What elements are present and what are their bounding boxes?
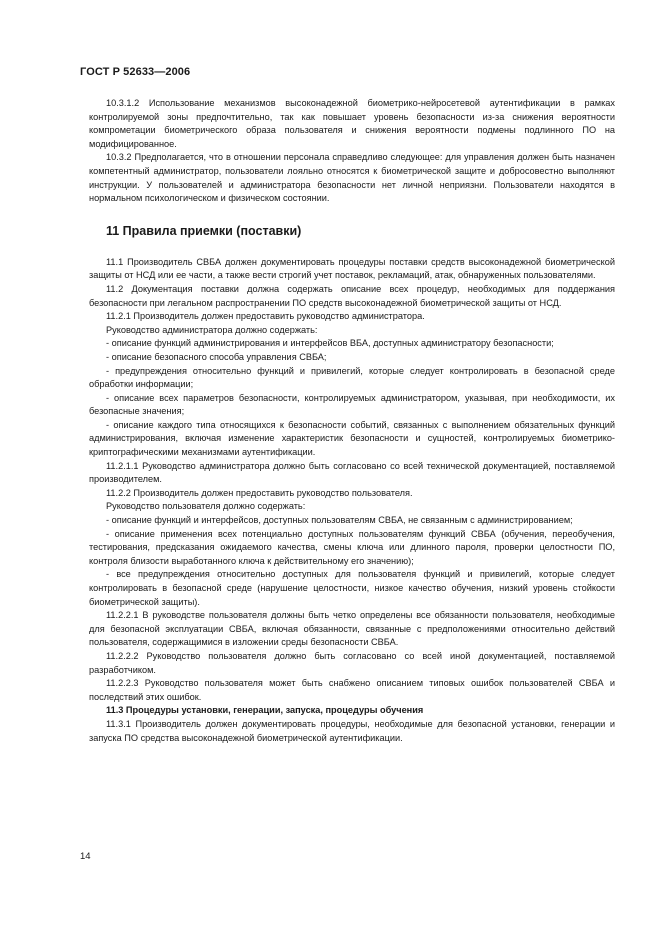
section-title: 11 Правила приемки (поставки) <box>106 223 302 238</box>
paragraph: 11.2.2.3 Руководство пользователя может быть снабжено описанием типовых ошибок пользователей СВБА и последствий этих ошибок. <box>89 678 615 702</box>
subsection-title: 11.3 Процедуры установки, генерации, запуска, процедуры обучения <box>106 705 424 716</box>
list-item: - описание безопасного способа управления СВБА; <box>106 351 327 362</box>
document-header: ГОСТ Р 52633—2006 <box>80 66 191 78</box>
paragraph: 11.2.2.2 Руководство пользователя должно быть согласовано со всей иной документацией, поставляемой разработчиком. <box>89 650 615 675</box>
paragraph: 11.2.1.1 Руководство администратора должно быть согласовано со всей технической документацией, поставляемой производителем. <box>89 460 615 485</box>
list-item: - описание всех параметров безопасности, контролируемых администратором, указывая, при необходимости, их безопасные значения; <box>89 392 615 417</box>
list-item: - все предупреждения относительно доступных для пользователя функций и привилегий, которые следует контролировать в безопасной среде (нарушение целостности, низкое качество обучения, низкий уровень стойкости биометрической защиты). <box>89 569 615 607</box>
paragraph: 10.3.1.2 Использование механизмов высоконадежной биометрико-нейросетевой аутентификации в рамках контролируемой зоны предпочтительно, так как повышает уровень безопасности из-за снижения вероятности компрометации биометрического образа пользователя и снижения вероятности подмены подлинного ПО на модифицированное. <box>89 98 615 149</box>
list-item: - описание функций и интерфейсов, доступных пользователям СВБА, не связанным с администрированием; <box>106 515 573 526</box>
list-item: - описание функций администрирования и интерфейсов ВБА, доступных администратору безопасности; <box>106 338 554 349</box>
paragraph: Руководство пользователя должно содержать: <box>106 501 306 512</box>
paragraph: 11.2 Документация поставки должна содержать описание всех процедур, необходимых для поддержания безопасности при легальном распространении ПО средств высоконадежной биометрической защиты от НСД. <box>89 283 615 308</box>
paragraph: 11.2.2 Производитель должен предоставить руководство пользователя. <box>106 487 413 498</box>
list-item: - описание применения всех потенциально доступных пользователям функций СВБА (обучения, переобучения, тестирования, предсказания ожидаемого качества, смены ключа или длинного пароля, проверки целостности ПО, контроля близости выработанного ключа к действительному его значению); <box>89 528 615 566</box>
paragraph: 10.3.2 Предполагается, что в отношении персонала справедливо следующее: для управления должен быть назначен компетентный администратор, пользователи лояльно относятся к биометрической защите и добросовестно выполняют инструкции. У пользователей и администратора безопасности нет личной неприязни. Пользователи находятся в нормальном психологическом и физическом состоянии. <box>89 152 615 204</box>
paragraph: 11.3.1 Производитель должен документировать процедуры, необходимые для безопасной установки, генерации и запуска ПО средства высоконадежной биометрической аутентификации. <box>89 718 615 743</box>
paragraph: 11.1 Производитель СВБА должен документировать процедуры поставки средств высоконадежной биометрической защиты от НСД или ее части, а также вести строгий учет поставок, рекламаций, атак, обнаруженных пользователями. <box>89 256 615 281</box>
paragraph: 11.2.1 Производитель должен предоставить руководство администратора. <box>106 311 425 322</box>
list-item: - описание каждого типа относящихся к безопасности событий, связанных с выполнением обязательных функций администрирования, включая изменение характеристик безопасности и сущностей, контролируемых биометрико-криптографическими механизмами аутентификации. <box>89 419 615 458</box>
paragraph: 11.2.2.1 В руководстве пользователя должны быть четко определены все обязанности пользователя, необходимые для безопасной эксплуатации СВБА, включая обязанности, связанные с предположениями относительно действий пользователя, содержащимися в изложении среды безопасности СВБА. <box>89 610 615 648</box>
document-body <box>89 97 615 745</box>
page-number: 14 <box>80 851 91 862</box>
list-item: - предупреждения относительно функций и привилегий, которые следует контролировать в безопасной среде обработки информации; <box>89 365 615 390</box>
paragraph: Руководство администратора должно содержать: <box>106 324 318 335</box>
